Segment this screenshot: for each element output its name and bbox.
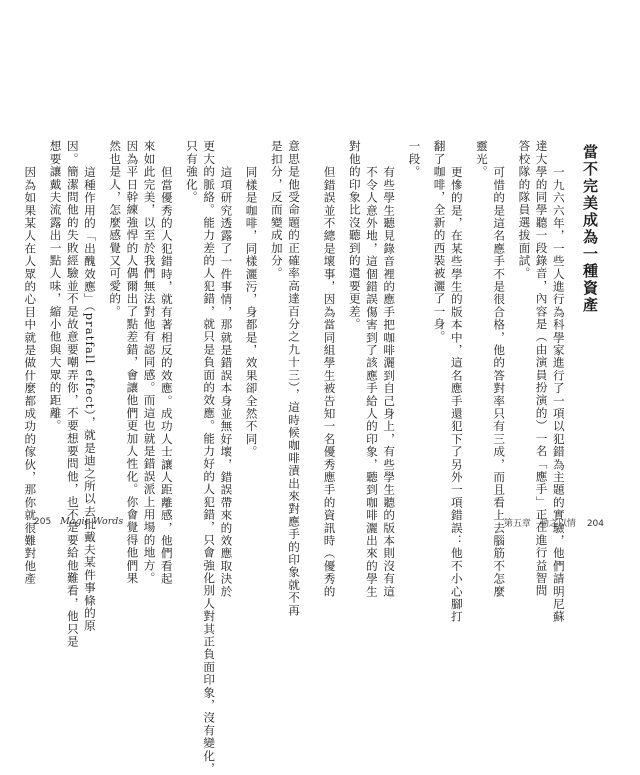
page-number: 205 — [34, 517, 52, 527]
body-column: 一段。 — [407, 140, 422, 179]
left-page-footer — [34, 516, 123, 527]
body-column: 同樣是咖啡，同樣灑污，身都是，效果卻全然不同。 — [244, 165, 259, 458]
running-title: Magic Words — [60, 516, 124, 527]
body-column: 是扣分，反而變成加分。 — [269, 140, 284, 280]
right-page — [322, 92, 628, 623]
body-column: 因。簡潔問他的失敗經驗並不是故意要嘲弄你，不要想要問他，也不是要給他難看，他只是 — [65, 140, 80, 648]
body-column: 這項研究透露了一件事情，那就是錯誤本身並無好壞，錯誤帶來的效應取決於 — [219, 165, 234, 598]
body-column: 但錯誤並不總是壞事，因為當同組學生被告知一名優秀應手的資訊時（優秀的 — [322, 165, 337, 598]
body-column: 更慘的是，在某些學生的版本中，這名應手還犯下了另外一項錯誤：他不小心腳打 — [449, 165, 464, 623]
body-column: 有些學生聽見錄音裡的應手把咖啡灑到自己身上，有些學生聽的版本則沒有這 — [382, 165, 397, 598]
body-column: 達大學的同學聽一段錄音，內容是（由演員扮演的）一名「應手」正在進行益智問 — [534, 140, 549, 598]
body-column: 只有強化。 — [184, 140, 199, 204]
section-heading: 當不完美成為一種資產 — [581, 144, 599, 314]
body-column: 可惜的是這名應手不是很合格，他的答對率只有三成，而且看上去腦筋不怎麼 — [492, 165, 507, 598]
body-column: 不令人意外地，這個錯誤傷害到了該應手給人的印象，聽到咖啡灑出來的學生 — [364, 165, 379, 598]
body-column: 因為平日幹練強悍的人偶爾出了點差錯，會讓他們更加人性化。你會覺得他們果 — [125, 140, 140, 585]
left-page — [12, 92, 318, 775]
body-column: 來如此完美，以至於我們無法對他有認同感。而這也就是錯誤派上用場的地方。 — [142, 140, 157, 585]
right-page-footer — [504, 516, 604, 529]
body-column: 一九六六年，一些人進行為科學家進行了一項以犯錯為主題的實驗，他們請明尼蘇 — [551, 165, 566, 623]
book-spread — [12, 92, 628, 775]
body-column: 意思是他受命題的正確率高達百分之九十三），這時候咖啡漬出來對應手的印象就不再 — [287, 140, 301, 617]
body-column: 翻了咖啡，全新的西裝被灑了一身。 — [432, 140, 447, 344]
body-column: 因為如果某人在人眾的心目中就是做什麼都成功的傢伙，那你就很難對他產 — [23, 165, 38, 585]
body-column: 然也是人，怎麼感覺又可愛的。 — [108, 140, 123, 318]
body-column: 靈光。 — [474, 140, 489, 179]
body-column: 答校隊的隊員選拔面試。 — [517, 140, 532, 280]
body-column: 對他的印象比沒聽到的還要更差。 — [347, 140, 362, 331]
body-column: 但當優秀的人犯錯時，就有著相反的效應。成功人士讓人距離感，他們看起 — [159, 165, 174, 585]
body-column: 這種作用的「出醜效應」（pratfall effect），就是迪之所以去批戴夫某件事條的原 — [82, 165, 97, 632]
body-column: 更大的脈絡。能力差的人犯錯，就只是負面的效應。能力好的人犯錯，只會強化別人對其正負面印象，沒有變化， — [202, 140, 217, 775]
body-column: 想要讓戴夫流露出一點人味，縮小他與大眾的距離。 — [48, 140, 63, 433]
page-number: 204 — [586, 519, 604, 529]
chapter-label: 第五章 動之以情 — [503, 519, 576, 529]
